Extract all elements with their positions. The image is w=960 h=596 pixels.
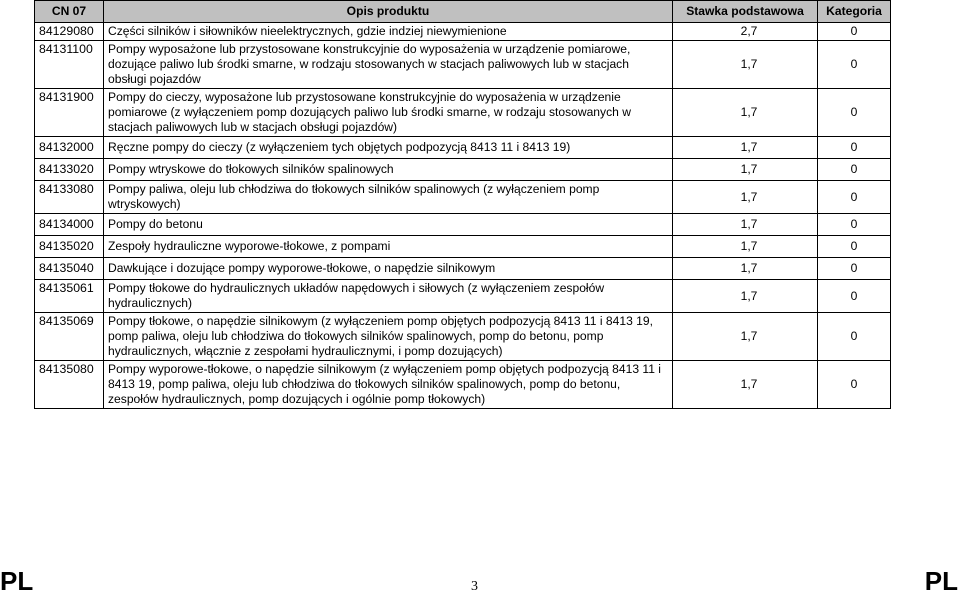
product-description: Pompy paliwa, oleju lub chłodziwa do tłokowych silników spalinowych (z wyłączeniem pomp wtryskowych) bbox=[104, 181, 673, 214]
table-row bbox=[35, 313, 891, 361]
cn-code: 84135069 bbox=[35, 313, 104, 361]
header-cn: CN 07 bbox=[35, 1, 104, 23]
category: 0 bbox=[818, 258, 891, 280]
base-rate: 1,7 bbox=[673, 159, 818, 181]
category: 0 bbox=[818, 89, 891, 137]
product-description: Pompy wtryskowe do tłokowych silników spalinowych bbox=[104, 159, 673, 181]
table-row bbox=[35, 258, 891, 280]
category: 0 bbox=[818, 313, 891, 361]
category: 0 bbox=[818, 214, 891, 236]
base-rate: 1,7 bbox=[673, 214, 818, 236]
product-description: Ręczne pompy do cieczy (z wyłączeniem tych objętych podpozycją 8413 11 i 8413 19) bbox=[104, 137, 673, 159]
base-rate: 1,7 bbox=[673, 361, 818, 409]
category: 0 bbox=[818, 137, 891, 159]
base-rate: 1,7 bbox=[673, 236, 818, 258]
category: 0 bbox=[818, 181, 891, 214]
cn-code: 84133080 bbox=[35, 181, 104, 214]
table-row bbox=[35, 23, 891, 41]
product-description: Pompy wyporowe-tłokowe, o napędzie silnikowym (z wyłączeniem pomp objętych podpozycją 8413 11 i 8413 19, pomp paliwa, oleju lub chłodziwa do tłokowych silników spalinowych, pomp do betonu, zespołów hydraulicznych, pomp dozujących i ogólnie pomp tłokowych) bbox=[104, 361, 673, 409]
category: 0 bbox=[818, 23, 891, 41]
base-rate: 1,7 bbox=[673, 258, 818, 280]
table-header bbox=[35, 1, 891, 23]
base-rate: 1,7 bbox=[673, 280, 818, 313]
category: 0 bbox=[818, 236, 891, 258]
base-rate: 1,7 bbox=[673, 313, 818, 361]
cn-code: 84134000 bbox=[35, 214, 104, 236]
cn-code: 84135040 bbox=[35, 258, 104, 280]
category: 0 bbox=[818, 280, 891, 313]
header-description: Opis produktu bbox=[104, 1, 673, 23]
table-row bbox=[35, 159, 891, 181]
table-row bbox=[35, 236, 891, 258]
table-row bbox=[35, 361, 891, 409]
base-rate: 1,7 bbox=[673, 137, 818, 159]
header-base-rate: Stawka podstawowa bbox=[673, 1, 818, 23]
cn-code: 84135020 bbox=[35, 236, 104, 258]
cn-code: 84131900 bbox=[35, 89, 104, 137]
table-row bbox=[35, 181, 891, 214]
header-category: Kategoria bbox=[818, 1, 891, 23]
cn-code: 84135061 bbox=[35, 280, 104, 313]
table-row bbox=[35, 89, 891, 137]
table-row bbox=[35, 137, 891, 159]
base-rate: 1,7 bbox=[673, 41, 818, 89]
header-row bbox=[35, 1, 891, 23]
product-description: Zespoły hydrauliczne wyporowe-tłokowe, z pompami bbox=[104, 236, 673, 258]
table-row bbox=[35, 214, 891, 236]
category: 0 bbox=[818, 159, 891, 181]
base-rate: 2,7 bbox=[673, 23, 818, 41]
product-description: Pompy do cieczy, wyposażone lub przystosowane konstrukcyjnie do wyposażenia w urządzenie pomiarowe (z wyłączeniem pomp dozujących paliwo lub środki smarne, w rodzaju stosowanych w stacjach paliwowych lub w stacjach obsługi pojazdów) bbox=[104, 89, 673, 137]
product-description: Pompy tłokowe, o napędzie silnikowym (z wyłączeniem pomp objętych podpozycją 8413 11 i 8413 19, pomp paliwa, oleju lub chłodziwa do tłokowych silników spalinowych, pomp do betonu, pomp hydraulicznych, włącznie z zespołami hydraulicznymi, i pomp dozujących) bbox=[104, 313, 673, 361]
footer-language-code-left: PL bbox=[0, 566, 34, 596]
table-body bbox=[35, 23, 891, 409]
tariff-table bbox=[34, 0, 891, 409]
base-rate: 1,7 bbox=[673, 89, 818, 137]
base-rate: 1,7 bbox=[673, 181, 818, 214]
product-description: Dawkujące i dozujące pompy wyporowe-tłokowe, o napędzie silnikowym bbox=[104, 258, 673, 280]
footer-language-code-right: PL bbox=[924, 566, 958, 596]
table-row bbox=[35, 41, 891, 89]
cn-code: 84129080 bbox=[35, 23, 104, 41]
category: 0 bbox=[818, 361, 891, 409]
page-number: 3 bbox=[471, 579, 478, 594]
product-description: Pompy wyposażone lub przystosowane konstrukcyjnie do wyposażenia w urządzenie pomiarowe, dozujące paliwo lub środki smarne, w rodzaju stosowanych w stacjach paliwowych lub w stacjach obsługi pojazdów bbox=[104, 41, 673, 89]
product-description: Części silników i siłowników nieelektrycznych, gdzie indziej niewymienione bbox=[104, 23, 673, 41]
product-description: Pompy do betonu bbox=[104, 214, 673, 236]
category: 0 bbox=[818, 41, 891, 89]
cn-code: 84135080 bbox=[35, 361, 104, 409]
cn-code: 84132000 bbox=[35, 137, 104, 159]
product-description: Pompy tłokowe do hydraulicznych układów napędowych i siłowych (z wyłączeniem zespołów hydraulicznych) bbox=[104, 280, 673, 313]
cn-code: 84131100 bbox=[35, 41, 104, 89]
table-row bbox=[35, 280, 891, 313]
cn-code: 84133020 bbox=[35, 159, 104, 181]
